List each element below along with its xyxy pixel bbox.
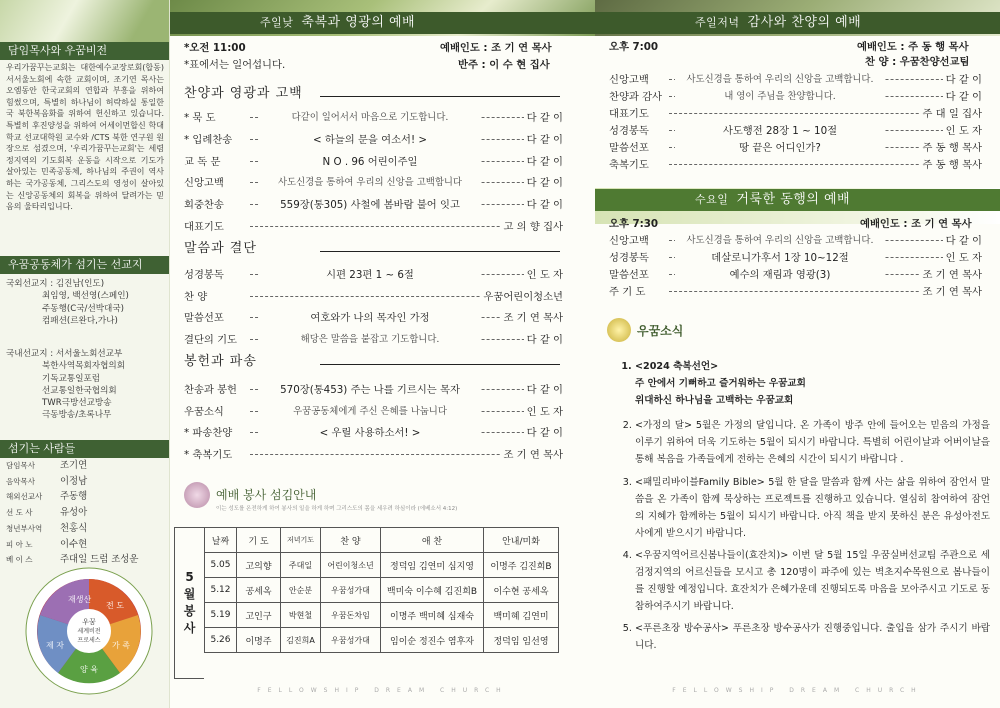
order-person: 다 같 이: [943, 232, 982, 247]
person-row: [6, 537, 164, 553]
table-cell: 고인구: [237, 603, 281, 628]
news-item: 4. <우꿈지역어르신봄나들이(효잔치)> 이번 달 5월 15일 우꿈실버선교팀 주관으로 세검정지역의 어르신들을 모시고 총 120명이 파주에 있는 벽초지수목원으로 봄나들이를 진행할 예정입니다. 효잔치가 은혜가운데 진행되도록 마음을 모아주시고 기도로 동참하여주시기 바랍니다.: [635, 547, 990, 615]
order-label: 우꿈소식: [184, 405, 224, 418]
person-row: [6, 505, 164, 521]
leader: 예배인도 : 주 동 행 목사: [857, 41, 969, 53]
person-name: 천홍식: [60, 522, 88, 534]
col-usher: 안내/미화: [484, 528, 559, 553]
wheel-center-label: 세계비전: [77, 628, 101, 635]
order-content: 예수의 재림과 영광(3): [675, 266, 885, 281]
vision-wheel: [24, 566, 154, 696]
order-person: 인 도 자: [943, 122, 982, 137]
left-panel: [0, 0, 170, 708]
col-evening-prayer: 저녁기도: [281, 528, 321, 553]
order-content: 사도행전 28장 1 ~ 10절: [675, 122, 885, 137]
order-label: 찬송과 봉헌: [184, 384, 238, 396]
leader-name: 조 기 연 목사: [491, 42, 552, 54]
order-content: 데살로니가후서 1장 10~12절: [675, 249, 885, 264]
service-banner: [595, 12, 1000, 34]
wheel-segment-label: 가 족: [112, 641, 130, 650]
table-cell: 공세옥: [237, 578, 281, 603]
table-cell: 5.26: [205, 628, 237, 653]
order-person: 주 동 행 목사: [919, 156, 982, 171]
header-photo: [0, 0, 169, 42]
order-person: 다 같 이: [524, 331, 563, 346]
order-content: N O . 96 어린이주일: [260, 153, 480, 168]
order-person: 다 같 이: [524, 131, 563, 146]
table-cell: 이명주: [237, 628, 281, 653]
people-heading: 섬기는 사람들: [0, 440, 170, 458]
order-content: 사도신경을 통하여 우리의 신앙을 고백합니다.: [675, 71, 885, 85]
table-cell: 박현철: [281, 603, 321, 628]
table-cell: 5.12: [205, 578, 237, 603]
order-content: 559장(통305) 사철에 봄바람 불어 잇고: [260, 196, 480, 211]
service-table: [204, 527, 559, 653]
mission-item: 기독교통일포럼: [42, 373, 101, 384]
news-list: [605, 358, 990, 660]
order-content: 570장(통453) 주는 나를 기르시는 목자: [260, 381, 480, 396]
banner-title: 감사와 찬양의 예배: [747, 15, 862, 30]
table-cell: 이수현 공세옥: [484, 578, 559, 603]
table-cell: 임이순 정진수 염후자: [381, 628, 484, 653]
person-row: [6, 489, 164, 505]
person-role: 음악목사: [6, 476, 35, 486]
table-cell: 5.05: [205, 553, 237, 578]
table-cell: 김진희A: [281, 628, 321, 653]
leader-label: 예배인도 :: [440, 42, 488, 54]
order-label: 말씀선포: [609, 269, 649, 281]
order-person: 조 기 연 목사: [500, 309, 563, 324]
sunday-morning-panel: [170, 0, 595, 708]
col-communion: 애 찬: [381, 528, 484, 553]
service-time: 오후 7:30: [609, 218, 659, 230]
person-row: [6, 521, 164, 537]
table-cell: 우꿈성가대: [321, 628, 381, 653]
order-person: 다 같 이: [524, 381, 563, 396]
order-label: 찬양과 감사: [609, 91, 663, 103]
mission-item: 국외선교지 : 김진남(인도): [6, 279, 105, 289]
wheel-segment-label: 전 도: [106, 601, 124, 610]
news-item: 1. <2024 축복선언> 주 안에서 기뻐하고 즐거워하는 우꿈교회 위대하신 하나님을 고백하는 우꿈교회: [635, 358, 990, 409]
news-item: 3. <패밀리바이블Family Bible> 5월 한 달을 말씀과 함께 사는 삶을 위하여 잠언서 말씀을 온 가족이 함께 묵상하는 프로젝트를 진행하고 있습니다. 열심히 참여하여 잠언의 지혜가 함께하는 5월이 되시기 바랍니다. 아직 책을 받지 못하신 분은 유성아전도사에게 받으시기 바랍니다.: [635, 474, 990, 542]
flower-icon: [607, 318, 631, 342]
order-label: 말씀선포: [184, 312, 224, 324]
table-cell: 백미혜 김연미: [484, 603, 559, 628]
sunday-evening-panel: [595, 0, 1000, 708]
order-content: 해당은 말씀을 붙잡고 기도합니다.: [260, 331, 480, 345]
table-row: [205, 628, 559, 653]
table-cell: 정덕임 임선영: [484, 628, 559, 653]
mission-item: TWR극방선교방송: [42, 398, 112, 409]
person-role: 선 도 사: [6, 508, 33, 518]
banner-small: 수요일: [695, 193, 729, 206]
table-row: [205, 603, 559, 628]
service-title: 예배 봉사 섬김안내: [216, 488, 317, 502]
col-praise: 찬 양: [321, 528, 381, 553]
order-label: 축복기도: [609, 159, 649, 171]
person-name: 이정남: [60, 475, 88, 487]
table-cell: 주대일: [281, 553, 321, 578]
order-label: 대표기도: [184, 221, 224, 233]
news-item: 2. <가정의 달> 5월은 가정의 달입니다. 온 가족이 방주 안에 들어오는 믿음의 가정을 이루기 위하여 더욱 기도하는 5월이 되시기 바랍니다. 특별히 어린이날과 어버이날을 통해 복음을 가족들에게 전하는 은혜의 시간이 되시기 바랍니다 .: [635, 417, 990, 468]
table-cell: 이명주 백미혜 심재숙: [381, 603, 484, 628]
order-label: 결단의 기도: [184, 333, 238, 346]
table-cell: 우꿈돈차임: [321, 603, 381, 628]
banner-title: 축복과 영광의 예배: [301, 15, 416, 30]
wednesday-banner: [595, 189, 1000, 211]
banner-small: 주일저녁: [695, 16, 740, 29]
wheel-center-label: 우꿈: [82, 618, 96, 626]
footer: FELLOWSHIP DREAM CHURCH: [257, 687, 508, 694]
news-item: 5. <푸른초장 방수공사> 푸른초장 방수공사가 진행중입니다. 출입을 삼가 주시기 바랍니다.: [635, 620, 990, 654]
person-name: 주동행: [60, 491, 88, 503]
wheel-segment-label: 제 자: [46, 641, 64, 650]
order-person: 다 같 이: [943, 88, 982, 103]
order-label: 성경봉독: [184, 269, 224, 281]
section-rule: [320, 251, 560, 252]
order-person: 조 기 연 목사: [919, 283, 982, 298]
order-person: 고 의 향 집사: [500, 218, 563, 233]
order-label: 교 독 문: [184, 155, 221, 168]
order-person: 다 같 이: [524, 424, 563, 439]
order-content: 여호와가 나의 목자인 가정: [260, 309, 480, 324]
col-date: 날짜: [205, 528, 237, 553]
choir: 찬 양 : 우꿈찬양선교팀: [865, 56, 970, 68]
order-person: 인 도 자: [524, 266, 563, 281]
vision-heading: 담임목사와 우꿈비전: [0, 42, 170, 60]
wheel-center-label: 프로세스: [77, 637, 101, 644]
order-label: 신앙고백: [609, 74, 649, 86]
person-role: 피 아 노: [6, 539, 33, 549]
table-cell: 5.19: [205, 603, 237, 628]
order-person: 다 같 이: [524, 109, 563, 124]
month-label: 5 월 봉 사: [174, 527, 204, 679]
accomp-label: 반주 :: [458, 59, 486, 71]
order-label: 신앙고백: [609, 235, 649, 247]
table-header: [205, 528, 559, 553]
order-content: 사도신경을 통하여 우리의 신앙을 고백합니다.: [675, 232, 885, 246]
order-content: < 우릴 사용하소서! >: [260, 424, 480, 439]
order-person: 주 대 일 집사: [919, 105, 982, 120]
service-time: *오전 11:00: [184, 42, 246, 54]
person-role: 베 이 스: [6, 555, 33, 565]
order-label: 말씀선포: [609, 142, 649, 154]
table-cell: 백미숙 이수혜 김진희B: [381, 578, 484, 603]
order-label: 찬 양: [184, 290, 208, 303]
person-role: 해외선교사: [6, 492, 43, 502]
order-content: 땅 끝은 어디인가?: [675, 139, 885, 154]
accomp-name: 이 수 현 집사: [489, 59, 550, 71]
service-banner: [170, 12, 595, 34]
leader-dots: [669, 291, 959, 292]
order-person: 조 기 연 목사: [500, 446, 563, 461]
wheel-segment-label: 재생산: [68, 595, 92, 604]
people-list: [6, 458, 164, 568]
table-row: [205, 578, 559, 603]
missions-heading: 우꿈공동체가 섬기는 선교지: [0, 256, 170, 274]
mission-item: 선교통일한국협의회: [42, 385, 117, 396]
mission-item: 최임영, 백선영(스페인): [42, 291, 129, 302]
person-row: [6, 474, 164, 490]
news-title: 우꿈소식: [637, 324, 684, 338]
order-label: * 파송찬양: [184, 427, 233, 439]
banner-title: 거룩한 동행의 예배: [736, 192, 851, 207]
standing-note: *표에서는 일어섭니다.: [184, 59, 286, 71]
mission-item: 북한사역목회자협의회: [42, 361, 126, 372]
order-person: 우꿈어린이청소년: [480, 288, 563, 303]
order-label: 주 기 도: [609, 286, 646, 298]
order-label: 신앙고백: [184, 177, 224, 190]
domestic-missions: [6, 348, 164, 422]
order-content: 우꿈공동체에게 주신 은혜를 나눕니다: [260, 403, 480, 417]
section-heading: 찬양과 영광과 고백: [184, 86, 303, 101]
order-person: 인 도 자: [943, 249, 982, 264]
person-row: [6, 458, 164, 474]
mission-item: 주동행(C국/선박대국): [42, 303, 125, 314]
order-content: 다같이 일어서서 마음으로 기도합니다.: [260, 109, 480, 123]
order-label: * 축복기도: [184, 448, 233, 461]
person-name: 주대일 드럼 조성운: [60, 554, 139, 566]
order-label: 대표기도: [609, 108, 649, 120]
person-name: 조기연: [60, 460, 88, 471]
order-person: 조 기 연 목사: [919, 266, 982, 281]
person-name: 유성아: [60, 507, 88, 519]
footer: FELLOWSHIP DREAM CHURCH: [672, 687, 923, 694]
mission-item: 국내선교지 : 서서울노회선교부: [6, 349, 123, 359]
table-cell: 어린이청소년: [321, 553, 381, 578]
vision-text: 우리가꿈꾸는교회는 대한예수교장로회(합동) 서서울노회에 속한 교회이며, 조기연 목사는 오엠동안 한국교회의 연합과 부흥을 위하여 힘썼으며, 특별히 하나님이 허락하실 통일한국 북한복음화를 위하여 헌신하고 있습니다. 특별히 후진양성을 위하여 어세이먼합신 학대학교 선교대학원 교수와 /CTS 북한 연구원 원장으로 섬겼으며, '우리가꿈꾸는교회'는 세렴정지역의 기도회복 운동을 시작으로 기도가 살아있는 민족공동체, 하나님의 주권이 역사하는 국가공동체, 그리스도의 영성이 살아있는 신앙공동체의 회복을 위하여 달려가는 믿음의 울타리입니다.: [6, 63, 164, 212]
person-name: 이수현: [60, 538, 88, 550]
overseas-missions: [6, 278, 164, 327]
order-person: 다 같 이: [524, 174, 563, 189]
col-prayer: 기 도: [237, 528, 281, 553]
accompanist: [458, 56, 550, 71]
leader: 예배인도 : 조 기 연 목사: [860, 218, 972, 230]
leader-dots: [669, 113, 959, 114]
order-content: 시편 23편 1 ~ 6절: [260, 266, 480, 281]
wheel-segment-label: 양 육: [80, 665, 98, 674]
order-label: * 묵 도: [184, 112, 216, 124]
table-cell: 안순분: [281, 578, 321, 603]
order-label: 성경봉독: [609, 252, 649, 264]
section-rule: [320, 96, 560, 97]
leader: [440, 39, 552, 54]
order-person: 인 도 자: [524, 403, 563, 418]
service-time: 오후 7:00: [609, 41, 659, 53]
person-role: 청년부사역: [6, 523, 43, 533]
table-cell: 고의향: [237, 553, 281, 578]
section-rule: [320, 364, 560, 365]
order-person: 주 동 행 목사: [919, 139, 982, 154]
order-content: 사도신경을 통하여 우리의 신앙을 고백합니다: [260, 174, 480, 188]
order-person: 다 같 이: [524, 153, 563, 168]
order-label: * 입례찬송: [184, 133, 233, 146]
table-cell: 정덕임 김연미 심지영: [381, 553, 484, 578]
order-person: 다 같 이: [524, 196, 563, 211]
flower-icon: [184, 482, 210, 508]
mission-item: 극동방송/초록나무: [42, 410, 112, 421]
section-heading: 봉헌과 파송: [184, 354, 257, 369]
order-person: 다 같 이: [943, 71, 982, 86]
order-label: 성경봉독: [609, 125, 649, 137]
section-heading: 말씀과 결단: [184, 241, 257, 256]
table-row: [205, 553, 559, 578]
table-cell: 이명주 김진희B: [484, 553, 559, 578]
person-role: 담임목사: [6, 461, 35, 470]
service-subtitle: 이는 성도를 온전하게 하여 봉사의 일을 하게 하며 그리스도의 몸을 세우려 하심이라 (에베소서 4:12): [216, 506, 458, 512]
table-cell: 우꿈성가대: [321, 578, 381, 603]
leader-dots: [669, 164, 959, 165]
mission-item: 컴패션(르완다,가나): [42, 315, 118, 326]
banner-small: 주일낮: [260, 16, 294, 29]
order-label: 회중찬송: [184, 199, 224, 212]
order-content: 내 영이 주님을 찬양합니다.: [675, 88, 885, 102]
order-content: < 하늘의 문을 여소서! >: [260, 131, 480, 146]
